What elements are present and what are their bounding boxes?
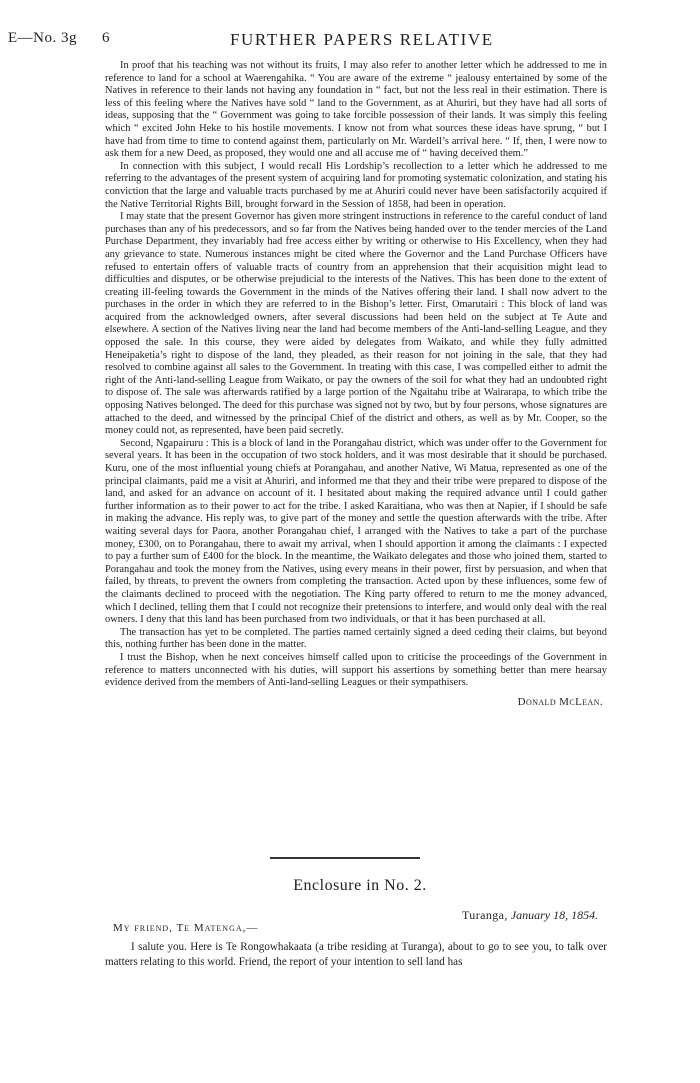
signature: Donald McLean. [517, 695, 603, 708]
letter-dateline [462, 908, 598, 923]
page-number: 6 [102, 30, 110, 46]
page-header [0, 30, 700, 50]
letter-body [105, 940, 607, 970]
paragraph: I trust the Bishop, when he next conceives himself called upon to criticise the proceedings of the Government in reference to matters unconnected with his duties, will support his assertions by something better than mere hearsay evidence derived from the members of Anti-land-selling Leagues or their sympathisers. [105, 651, 607, 689]
running-title: FURTHER PAPERS RELATIVE [230, 30, 494, 49]
paragraph: I may state that the present Governor has given more stringent instructions in reference to the careful conduct of land purchases than any of his predecessors, and so far from the Natives being handed over to the tender mercies of the Land Purchase Department, they invariably had free access either by writing or otherwise to His Excellency, when they had any grievance to state. Numerous instances might be cited where the Governor and the Land Purchase Officers have refused to entertain offers of valuable tracts of country from an apprehension that their acquisition might lead to difficulties and disputes, or be otherwise prejudicial to the interests of the Natives. This has been done to the extent of creating ill-feeling towards the Government in the minds of the Natives offering their land. I shall now advert to the purchases in the order in which they are referred to in the Bishop’s letter. First, Omarutairi : This block of land was acquired from the acknowledged owners, after several discussions had been held on the subject at Te Aute and elsewhere. A section of the Natives living near the land had become members of the Anti-land-selling League, and they opposed the sale. In this course, they were aided by delegates from Waikato, and while they fully admitted Heneipaketia’s right to dispose of the land, they pleaded, as their reason for not joining in the sale, that they had resolved to combine against all sales to the Government. In treating with this case, I was compelled either to admit the right of the Anti-land-selling League from Waikato, or pay the owners of the soil for what they had an undoubted right to dispose of. The sale was afterwards ratified by a large portion of the Ngaitahu tribe at Wairarapa, to which tribe the opposing Natives belonged. The deed for this purchase was signed not by two, but by four persons, whose signatures are attached to the deed, and witnessed by the principal Chief of the district and others, as well as by Mr. Cooper, so the money could not, as represented, have been paid secretly. [105, 211, 607, 437]
paragraph: In connection with this subject, I would recall His Lordship’s recollection to a letter which he addressed to me referring to the advantages of the present system of acquiring land for promoting systematic colonization, and stating his conviction that the large and valuable tracts purchased by me at Ahuriri could never have been satisfactorily acquired if the Native Territorial Rights Bill, brought forward in the Session of 1858, had been in operation. [105, 160, 607, 210]
paragraph: I salute you. Here is Te Rongowhakaata (a tribe residing at Turanga), about to go to see you, to talk over matters relating to this world. Friend, the report of your intention to sell land has [105, 941, 607, 968]
enclosure-heading: Enclosure in No. 2. [293, 877, 427, 894]
paper-code: E—No. 3g [8, 30, 77, 46]
letter-salutation: My friend, Te Matenga,— [113, 922, 259, 934]
letter-place: Turanga, [462, 908, 508, 922]
paragraph: In proof that his teaching was not without its fruits, I may also refer to another letter which he addressed to me in reference to land for a school at Waerengahika. “ You are aware of the extreme “ jealousy entertained by some of the Natives in reference to their lands not having any foundation in “ fact, but not the less real in their estimation. There is less of this feeling where the Natives have sold “ land to the Government, as at Ahuriri, but they have had all sorts of ideas, supposing that the “ Government was going to take forcible possession of their lands. It was simply this feeling which “ excited John Heke to his hostile movements. I know not from what sources these ideas have sprung, “ but I have had from time to time to contend against them, particularly on Mr. Wardell’s arrival here. “ If, then, I were now to ask them for a new Deed, as proposed, they would one and all accuse me of “ having deceived them.” [105, 60, 607, 160]
main-text [105, 60, 607, 708]
paragraph: The transaction has yet to be completed. The parties named certainly signed a deed ceding their claims, but beyond this, nothing further has been done in the matter. [105, 626, 607, 651]
paragraph: Second, Ngapairuru : This is a block of land in the Porangahau district, which was under offer to the Government for several years. It has been in the occupation of two stock holders, and it was most desirable that it should be purchased. Kuru, one of the most influential young chiefs at Porangahau, and another Native, Wi Matua, represented as one of the principal claimants, paid me a visit at Ahuriri, and informed me that they and their tribe were prepared to dispose of the land, and asked for an advance on account of it. I hesitated about making the required advance until I could gather further information as to their power to act for the tribe. I asked Karaitiana, who was then at Napier, if I should be safe in making the advance. His reply was, to give part of the money and settle the question afterwards with the tribe. After waiting several days for Paora, another Porangahau chief, I arranged with the Natives to take a part of the purchase money, £300, on to Porangahau, there to await my arrival, when I should apportion it among the claimants : I expected to pay a further sum of £400 for the block. In the meantime, the Waikato delegates and those who joined them, started to Porangahau and took the money from the Natives, using every means in their power, first by persuasion, and when that failed, by threats, to prevent the owners from completing the transaction. Acted upon by these influences, some few of the claimants declined to proceed with the negotiation. The King party offered to return to me the money advanced, which I declined, telling them that I could not recognize their pretensions to interfere, and would only deal with the real owners. I deny that this land has been purchased from two individuals, or that it has been purchased at all. [105, 437, 607, 626]
letter-date: January 18, 1854. [510, 908, 599, 922]
section-divider [270, 857, 420, 859]
